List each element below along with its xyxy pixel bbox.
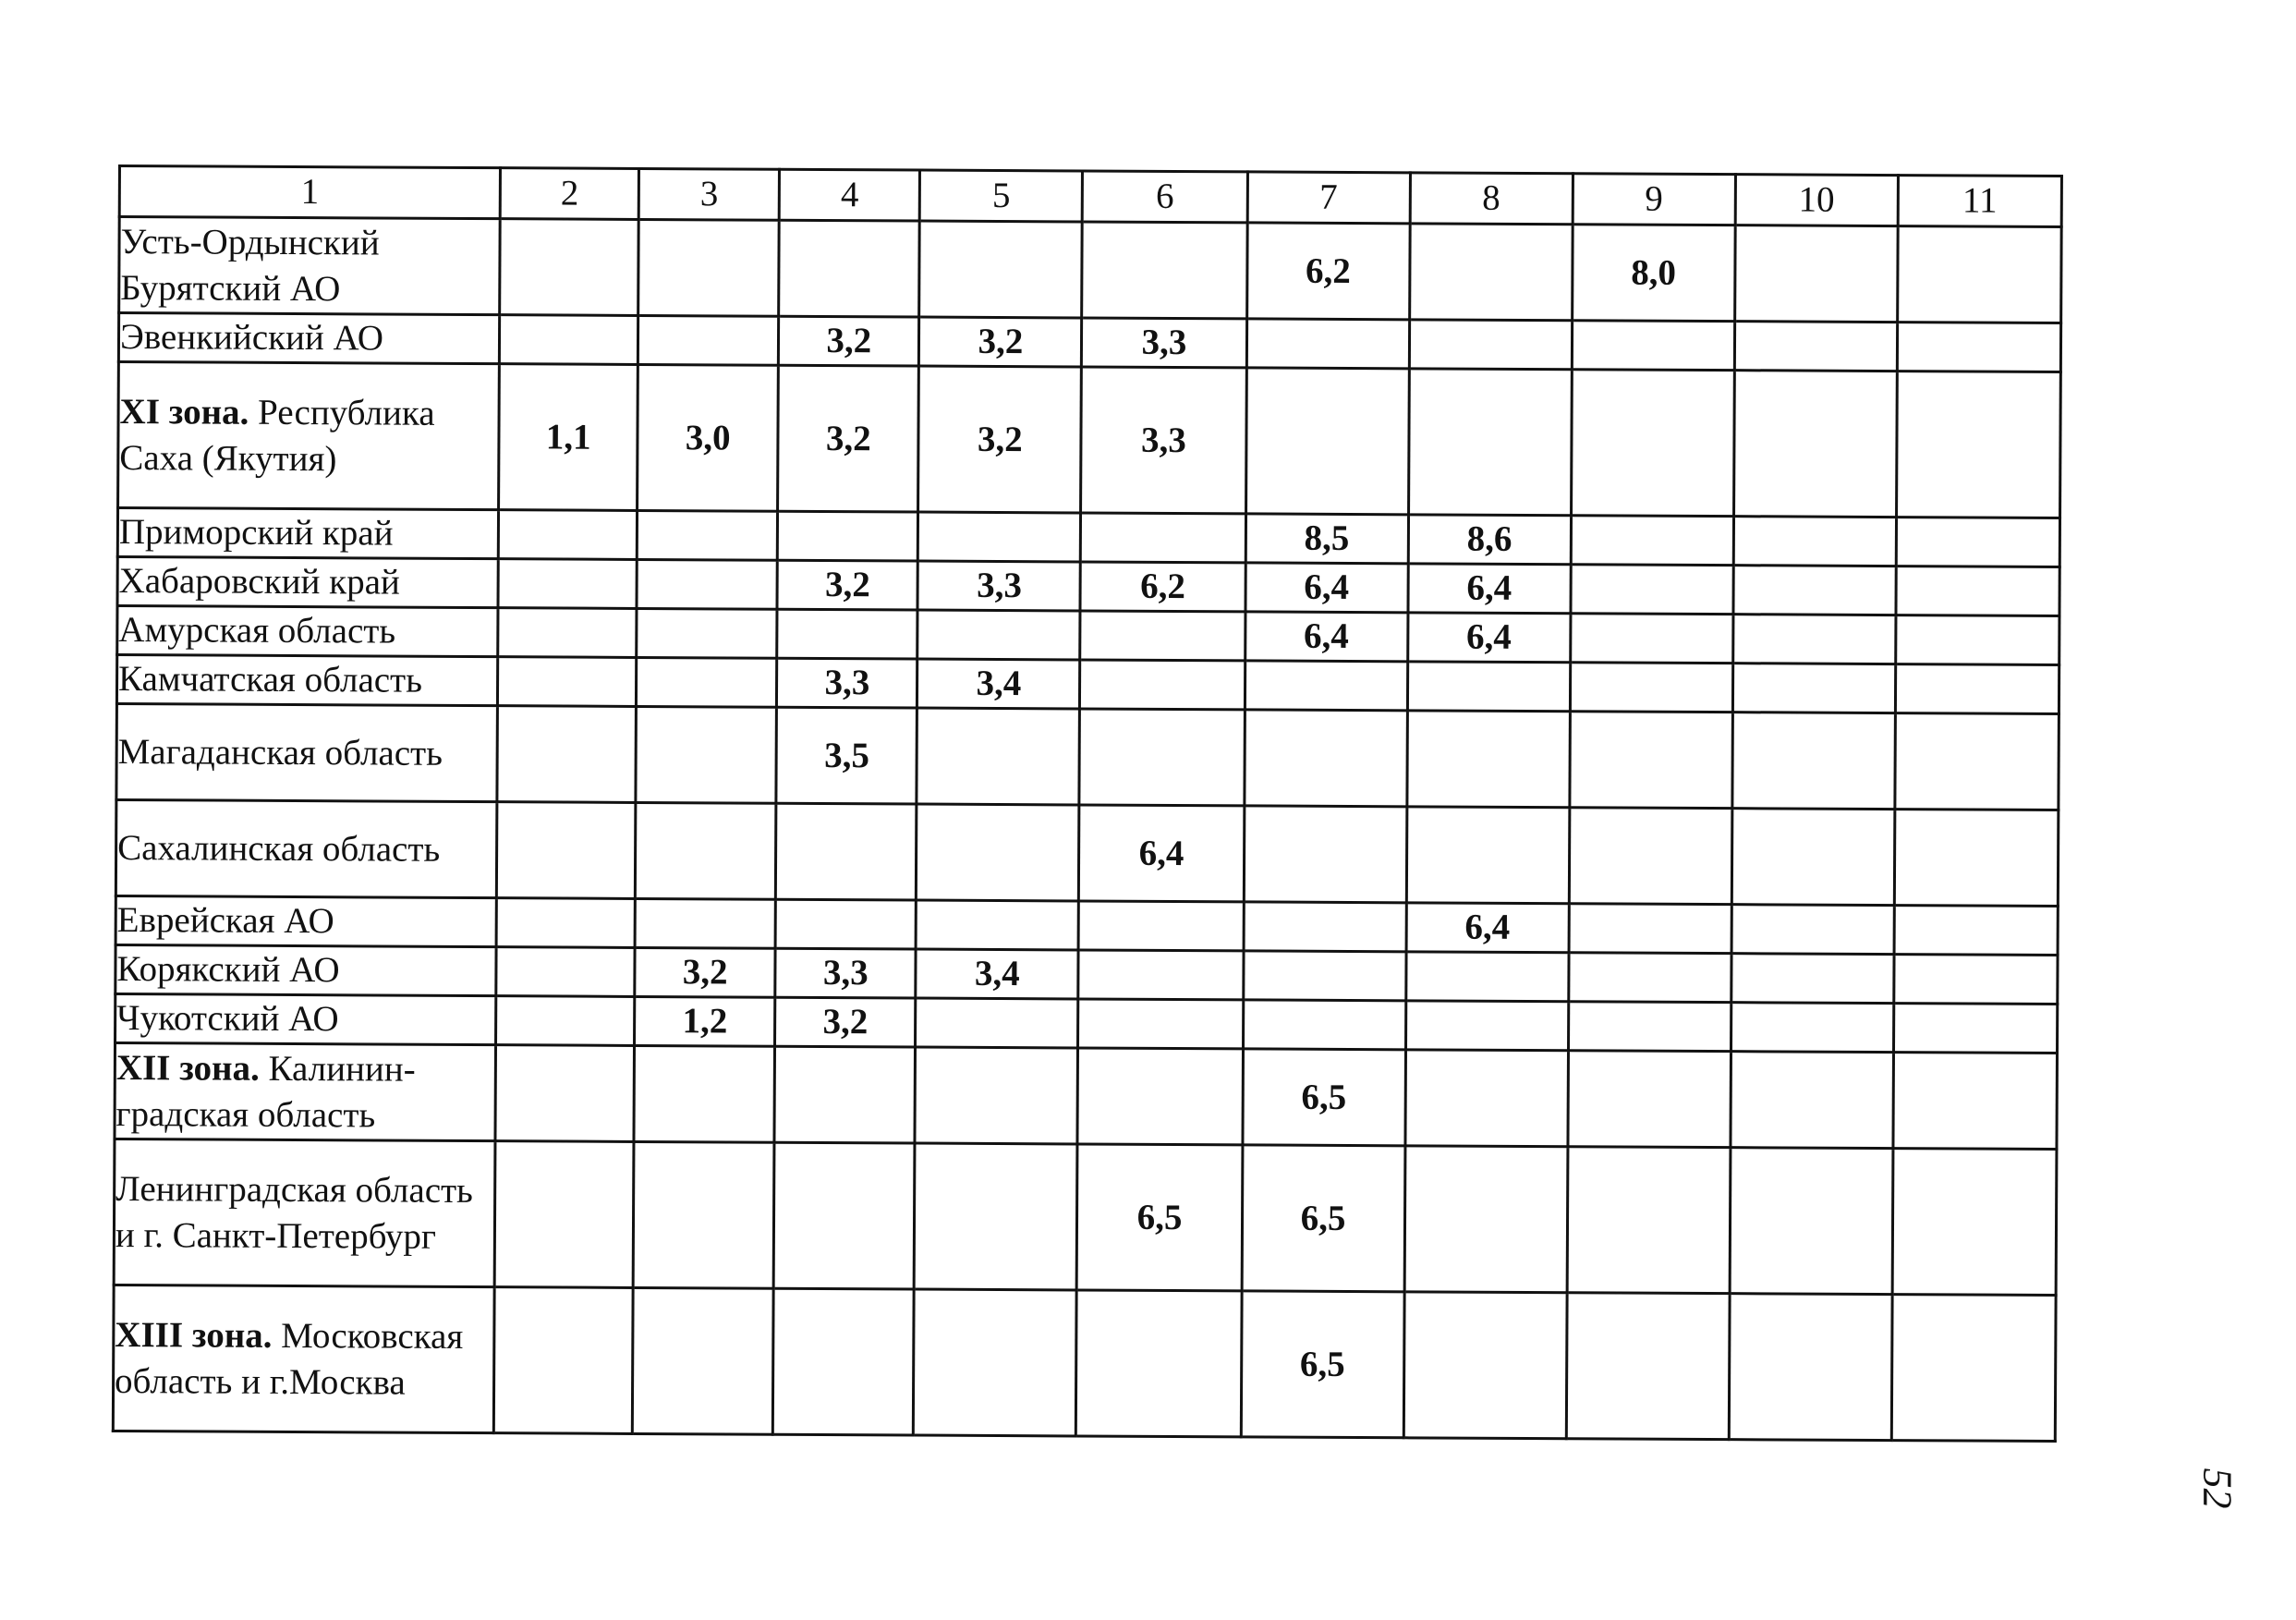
value-cell (917, 610, 1080, 660)
region-name: Камчатская область (117, 659, 423, 700)
value-cell (1731, 809, 1895, 906)
value-cell (1732, 615, 1895, 664)
value-cell (777, 609, 917, 659)
value-cell (636, 802, 777, 899)
value-cell (1570, 663, 1732, 713)
value-cell (1571, 370, 1734, 517)
value-cell (638, 315, 779, 365)
value-cell (1731, 1003, 1893, 1053)
value-cell (1730, 1148, 1893, 1295)
column-header: 3 (638, 168, 779, 220)
page-number: 52 (2194, 1468, 2241, 1509)
value-cell: 3,2 (918, 366, 1082, 513)
value-cell (638, 219, 780, 316)
value-cell: 6,4 (1245, 563, 1408, 613)
value-cell (1733, 566, 1896, 615)
column-header: 5 (920, 170, 1083, 222)
table-body (113, 217, 2061, 1442)
value-cell (917, 708, 1080, 805)
value-cell (635, 898, 775, 948)
value-cell (779, 220, 920, 317)
value-cell (919, 221, 1083, 318)
value-cell (500, 315, 638, 365)
value-cell (495, 1045, 635, 1142)
value-cell (778, 511, 918, 561)
region-cell (115, 1042, 496, 1140)
region-cell (117, 557, 498, 608)
table-row (116, 703, 2059, 810)
value-cell: 3,3 (775, 948, 916, 998)
value-cell: 3,3 (1081, 367, 1246, 514)
value-cell (496, 996, 635, 1046)
value-cell (773, 1142, 915, 1289)
value-cell: 3,2 (775, 997, 916, 1047)
value-cell (1405, 952, 1568, 1002)
value-cell (1568, 1051, 1731, 1148)
value-cell (1244, 902, 1406, 952)
value-cell (1244, 806, 1407, 903)
value-cell (1895, 664, 2059, 714)
region-name: Еврейская АО (116, 900, 334, 942)
value-cell (1080, 611, 1245, 661)
value-cell (1732, 713, 1896, 810)
value-cell (1082, 222, 1247, 319)
value-cell: 3,0 (638, 364, 779, 511)
region-name: Сахалинская область (117, 827, 441, 870)
region-name: Усть-Ордынский Бурятский АО (120, 221, 380, 309)
value-cell (498, 608, 637, 658)
value-cell (1243, 951, 1405, 1001)
region-cell (115, 799, 497, 897)
region-name: Республика Саха (Якутия) (119, 392, 435, 479)
table-row (119, 217, 2062, 323)
value-cell: 1,1 (499, 364, 638, 511)
region-name: Московская область и г.Москва (114, 1315, 464, 1403)
region-cell (115, 993, 496, 1044)
value-cell (1243, 1000, 1405, 1050)
value-cell: 8,6 (1408, 515, 1571, 565)
value-cell (637, 657, 777, 707)
table-row (115, 799, 2059, 906)
value-cell (1895, 713, 2059, 810)
region-cell (118, 313, 499, 364)
region-cell (116, 655, 497, 706)
value-cell: 3,2 (635, 947, 775, 997)
table-row (115, 1042, 2058, 1149)
column-header: 11 (1898, 176, 2061, 227)
value-cell (1569, 904, 1731, 954)
region-cell (115, 944, 496, 995)
value-cell (915, 1047, 1078, 1144)
value-cell (1896, 372, 2060, 518)
value-cell: 6,2 (1246, 223, 1410, 320)
value-cell: 3,5 (776, 707, 917, 804)
value-cell (1729, 1294, 1892, 1441)
column-header: 4 (780, 169, 920, 221)
column-header: 6 (1083, 171, 1247, 223)
region-cell (117, 508, 498, 559)
value-cell (1409, 224, 1573, 321)
region-name: Магаданская область (117, 731, 443, 773)
value-cell (1080, 660, 1245, 710)
value-cell (1897, 323, 2060, 372)
value-cell (1732, 664, 1895, 713)
value-cell (1409, 320, 1572, 370)
value-cell: 3,2 (778, 365, 919, 512)
value-cell: 6,4 (1245, 612, 1407, 662)
value-cell: 3,3 (777, 658, 917, 708)
value-cell (918, 512, 1081, 562)
value-cell (1246, 319, 1409, 369)
value-cell (1078, 999, 1243, 1049)
value-cell (1076, 1290, 1242, 1437)
value-cell (915, 1143, 1078, 1290)
value-cell (1245, 368, 1409, 515)
column-header: 2 (500, 168, 638, 220)
value-cell (1405, 1050, 1569, 1147)
value-cell (1405, 1001, 1568, 1051)
region-cell (115, 895, 496, 946)
value-cell (914, 1289, 1077, 1436)
region-cell (117, 606, 498, 657)
region-cell (116, 703, 498, 801)
region-cell (114, 1139, 495, 1286)
value-cell (500, 219, 639, 316)
region-name: Эвенкийский АО (119, 317, 384, 359)
region-name: Калинин-градская область (115, 1048, 416, 1135)
value-cell (1079, 709, 1245, 806)
value-cell (496, 898, 635, 948)
value-cell (494, 1287, 634, 1434)
value-cell (1078, 950, 1243, 1000)
value-cell (1079, 901, 1244, 951)
value-cell (916, 998, 1078, 1048)
value-cell: 8,0 (1572, 225, 1735, 322)
table-row (114, 1139, 2057, 1295)
value-cell (1894, 906, 2058, 956)
value-cell (1568, 1002, 1731, 1052)
value-cell (1570, 614, 1732, 664)
value-cell (496, 947, 635, 997)
value-cell (638, 510, 778, 560)
value-cell (636, 706, 777, 803)
column-header: 8 (1410, 173, 1573, 225)
value-cell: 6,4 (1408, 564, 1571, 614)
value-cell: 6,5 (1242, 1145, 1405, 1292)
value-cell (1731, 954, 1894, 1004)
value-cell (498, 510, 637, 560)
value-cell (634, 1045, 775, 1142)
zone-label: XII зона. (115, 1047, 260, 1089)
value-cell (498, 657, 637, 707)
value-cell: 6,5 (1077, 1144, 1243, 1291)
table-row (118, 362, 2061, 518)
value-cell: 6,5 (1241, 1291, 1404, 1438)
region-name: Корякский АО (116, 949, 340, 991)
value-cell (497, 802, 637, 899)
value-cell (1404, 1146, 1568, 1293)
value-cell (774, 1046, 916, 1143)
value-cell (1894, 955, 2058, 1005)
value-cell (1077, 1048, 1243, 1145)
value-cell (1566, 1293, 1730, 1440)
value-cell: 6,5 (1242, 1049, 1405, 1146)
value-cell (1408, 369, 1572, 516)
value-cell (1894, 810, 2059, 907)
value-cell (776, 803, 917, 900)
value-cell (1244, 710, 1407, 807)
region-cell (118, 362, 500, 510)
column-header: 9 (1573, 174, 1735, 225)
value-cell (497, 706, 637, 803)
column-header: 10 (1735, 175, 1898, 226)
value-cell (633, 1141, 774, 1288)
value-cell: 3,4 (917, 659, 1080, 709)
value-cell (1406, 711, 1570, 808)
value-cell (917, 804, 1080, 901)
value-cell (1571, 516, 1733, 566)
value-cell (494, 1141, 634, 1288)
region-name: Хабаровский край (118, 561, 400, 603)
value-cell (1570, 712, 1733, 809)
region-name: Ленинградская область и г. Санкт-Петербург (115, 1168, 474, 1257)
value-cell (1893, 1004, 2057, 1054)
value-cell (1571, 565, 1733, 615)
value-cell (1891, 1295, 2056, 1442)
value-cell (775, 899, 916, 949)
value-cell (1731, 1052, 1894, 1149)
value-cell: 3,3 (1082, 318, 1246, 368)
value-cell (1733, 517, 1896, 566)
value-cell (637, 608, 777, 658)
region-cell (113, 1285, 494, 1432)
value-cell: 6,4 (1406, 903, 1569, 953)
value-cell: 8,5 (1245, 514, 1408, 564)
value-cell (1245, 661, 1407, 711)
value-cell (1568, 953, 1731, 1003)
value-cell: 3,3 (917, 561, 1080, 611)
value-cell (1572, 321, 1734, 371)
value-cell: 6,4 (1079, 805, 1245, 902)
value-cell (1403, 1292, 1567, 1439)
value-cell: 6,4 (1407, 613, 1570, 663)
value-cell (1896, 566, 2059, 616)
region-name: Амурская область (118, 610, 396, 652)
value-cell (633, 1287, 774, 1434)
value-cell: 3,4 (916, 949, 1078, 999)
value-cell (1893, 1053, 2058, 1150)
value-cell (1407, 662, 1570, 712)
value-cell (1896, 615, 2059, 665)
value-cell (1567, 1147, 1731, 1294)
zone-label: XI зона. (119, 391, 249, 432)
value-cell (1734, 225, 1898, 323)
value-cell: 3,2 (919, 317, 1082, 367)
zone-label: XIII зона. (115, 1314, 273, 1356)
value-cell: 6,2 (1080, 562, 1245, 612)
region-name: Чукотский АО (116, 998, 339, 1040)
value-cell (1897, 226, 2061, 323)
value-cell (1731, 905, 1894, 955)
column-header: 1 (119, 166, 500, 219)
value-cell (637, 559, 777, 609)
value-cell (916, 900, 1078, 950)
value-cell: 3,2 (779, 316, 919, 366)
value-cell: 3,2 (777, 560, 917, 610)
value-cell (1896, 518, 2059, 567)
table-row (113, 1285, 2056, 1441)
value-cell (1733, 371, 1897, 518)
column-header: 7 (1247, 172, 1410, 224)
value-cell (1081, 513, 1245, 563)
region-name: Приморский край (118, 512, 394, 554)
value-cell (498, 559, 637, 609)
zone-table (112, 164, 2063, 1443)
value-cell (1892, 1149, 2057, 1296)
value-cell (773, 1288, 915, 1435)
value-cell: 1,2 (635, 996, 775, 1046)
value-cell (1406, 807, 1570, 904)
value-cell (1734, 322, 1897, 372)
region-cell (119, 217, 501, 315)
value-cell (1569, 808, 1732, 905)
